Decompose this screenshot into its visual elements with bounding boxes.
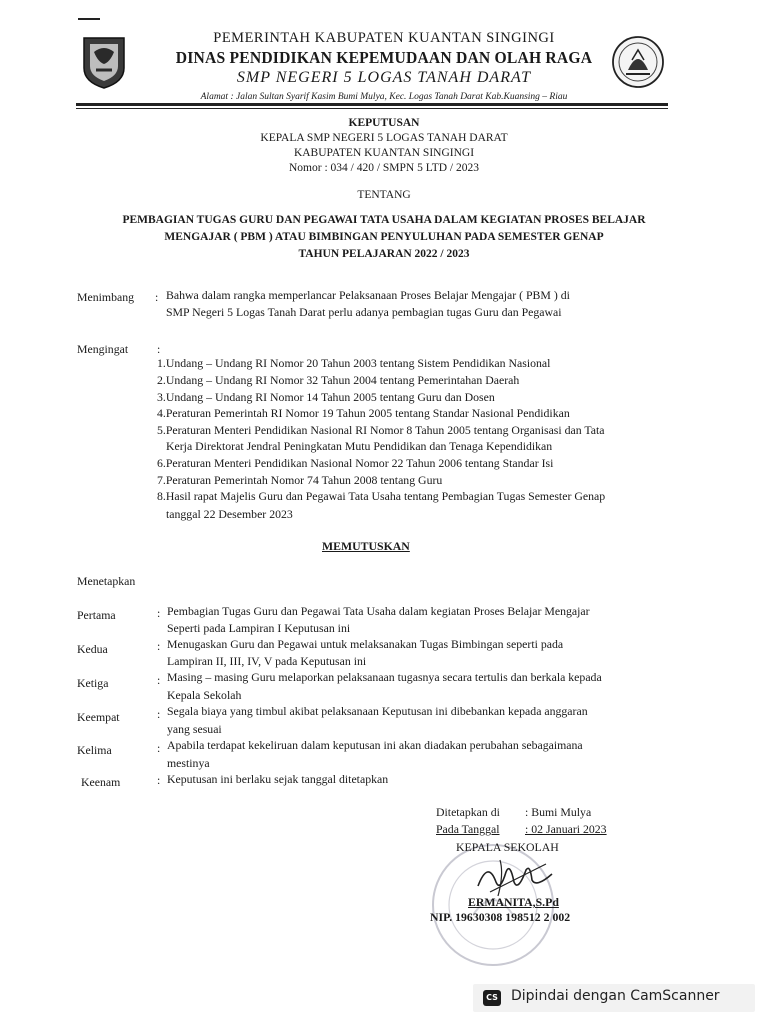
- decision-text: mestinya: [167, 756, 210, 770]
- menimbang-colon: :: [155, 290, 159, 304]
- decision-text: Masing – masing Guru melaporkan pelaksanaan tugasnya secara tertulis dan berkala kepada: [167, 670, 602, 684]
- letterhead-government: PEMERINTAH KABUPATEN KUANTAN SINGINGI: [213, 30, 555, 46]
- signer-name: ERMANITA,S.Pd: [468, 895, 559, 909]
- letterhead-address: Alamat : Jalan Sultan Syarif Kasim Bumi Mulya, Kec. Logas Tanah Darat Kab.Kuansing – Riau: [200, 92, 568, 102]
- decision-text: Kepala Sekolah: [167, 688, 242, 702]
- decision-label: Kedua: [77, 642, 108, 656]
- mengingat-item: 2.Undang – Undang RI Nomor 32 Tahun 2004 tentang Pemerintahan Daerah: [157, 373, 520, 387]
- letterhead-school: SMP NEGERI 5 LOGAS TANAH DARAT: [236, 69, 532, 86]
- decision-text: Keputusan ini berlaku sejak tanggal ditetapkan: [167, 772, 389, 786]
- camscanner-watermark: [473, 984, 755, 1012]
- decision-text: Menugaskan Guru dan Pegawai untuk melaksanakan Tugas Bimbingan seperti pada: [167, 637, 564, 651]
- mengingat-item: tanggal 22 Desember 2023: [166, 507, 293, 521]
- decision-colon: :: [157, 673, 161, 687]
- mengingat-item: 8.Hasil rapat Majelis Guru dan Pegawai Tata Usaha tentang Pembagian Tugas Semester Genap: [157, 489, 606, 503]
- mengingat-item: 4.Peraturan Pemerintah RI Nomor 19 Tahun 2005 tentang Standar Nasional Pendidikan: [157, 406, 570, 420]
- decision-label: Keenam: [81, 775, 121, 789]
- decision-text: Apabila terdapat kekeliruan dalam keputusan ini akan diadakan perubahan sebagaimana: [167, 738, 583, 752]
- decree-subject-line: PEMBAGIAN TUGAS GURU DAN PEGAWAI TATA USAHA DALAM KEGIATAN PROSES BELAJAR: [122, 214, 646, 226]
- ditetapkan-value: : Bumi Mulya: [525, 805, 592, 819]
- decision-text: Lampiran II, III, IV, V pada Keputusan ini: [167, 654, 367, 668]
- decision-colon: :: [157, 639, 161, 653]
- mengingat-colon: :: [157, 342, 161, 356]
- menimbang-line: SMP Negeri 5 Logas Tanah Darat perlu adanya pembagian tugas Guru dan Pegawai: [166, 305, 562, 319]
- ditetapkan-label: Ditetapkan di: [436, 805, 500, 819]
- decree-subject-line: MENGAJAR ( PBM ) ATAU BIMBINGAN PENYULUHAN PADA SEMESTER GENAP: [164, 231, 604, 243]
- decree-issuer: KEPALA SMP NEGERI 5 LOGAS TANAH DARAT: [260, 132, 508, 144]
- tanggal-label: Pada Tanggal: [436, 822, 500, 836]
- decision-label: Pertama: [77, 608, 116, 622]
- decision-colon: :: [157, 606, 161, 620]
- mengingat-label: Mengingat: [77, 342, 129, 356]
- signer-nip: NIP. 19630308 198512 2 002: [430, 910, 571, 924]
- scan-mark: [78, 18, 100, 20]
- decision-text: yang sesuai: [167, 722, 222, 736]
- signature-icon: [470, 852, 560, 900]
- mengingat-item: 5.Peraturan Menteri Pendidikan Nasional RI Nomor 8 Tahun 2005 tentang Organisasi dan Tata: [157, 423, 605, 437]
- mengingat-item: 1.Undang – Undang RI Nomor 20 Tahun 2003 tentang Sistem Pendidikan Nasional: [157, 356, 551, 370]
- decision-colon: :: [157, 707, 161, 721]
- decision-text: Segala biaya yang timbul akibat pelaksanaan Keputusan ini dibebankan kepada anggaran: [167, 704, 588, 718]
- decision-text: Seperti pada Lampiran I Keputusan ini: [167, 621, 351, 635]
- signer-position: KEPALA SEKOLAH: [456, 840, 559, 854]
- mengingat-item: 3.Undang – Undang RI Nomor 14 Tahun 2005 tentang Guru dan Dosen: [157, 390, 495, 404]
- letterhead-department: DINAS PENDIDIKAN KEPEMUDAAN DAN OLAH RAGA: [175, 48, 593, 67]
- tanggal-value: : 02 Januari 2023: [525, 822, 607, 836]
- menimbang-label: Menimbang: [77, 290, 135, 304]
- letterhead-rule-thin: [76, 108, 668, 109]
- memutuskan-heading: MEMUTUSKAN: [322, 539, 410, 553]
- decision-label: Kelima: [77, 743, 112, 757]
- decision-colon: :: [157, 773, 161, 787]
- decree-title: KEPUTUSAN: [348, 117, 420, 129]
- mengingat-item: 7.Peraturan Pemerintah Nomor 74 Tahun 2008 tentang Guru: [157, 473, 443, 487]
- decision-label: Ketiga: [77, 676, 109, 690]
- camscanner-text: Dipindai dengan CamScanner: [511, 988, 720, 1004]
- menetapkan-label: Menetapkan: [77, 574, 136, 588]
- menimbang-line: Bahwa dalam rangka memperlancar Pelaksanaan Proses Belajar Mengajar ( PBM ) di: [166, 288, 570, 302]
- decree-number: Nomor : 034 / 420 / SMPN 5 LTD / 2023: [289, 162, 479, 174]
- decision-label: Keempat: [77, 710, 120, 724]
- decree-subject-line: TAHUN PELAJARAN 2022 / 2023: [298, 248, 470, 260]
- camscanner-icon: CS: [483, 990, 501, 1006]
- decree-regency: KABUPATEN KUANTAN SINGINGI: [293, 147, 475, 159]
- decree-about: TENTANG: [357, 189, 411, 201]
- decision-text: Pembagian Tugas Guru dan Pegawai Tata Usaha dalam kegiatan Proses Belajar Mengajar: [167, 604, 590, 618]
- mengingat-item: Kerja Direktorat Jendral Peningkatan Mutu Pendidikan dan Tenaga Kependidikan: [166, 439, 553, 453]
- mengingat-item: 6.Peraturan Menteri Pendidikan Nasional Nomor 22 Tahun 2006 tentang Standar Isi: [157, 456, 554, 470]
- letterhead-rule-thick: [76, 103, 668, 106]
- decision-colon: :: [157, 741, 161, 755]
